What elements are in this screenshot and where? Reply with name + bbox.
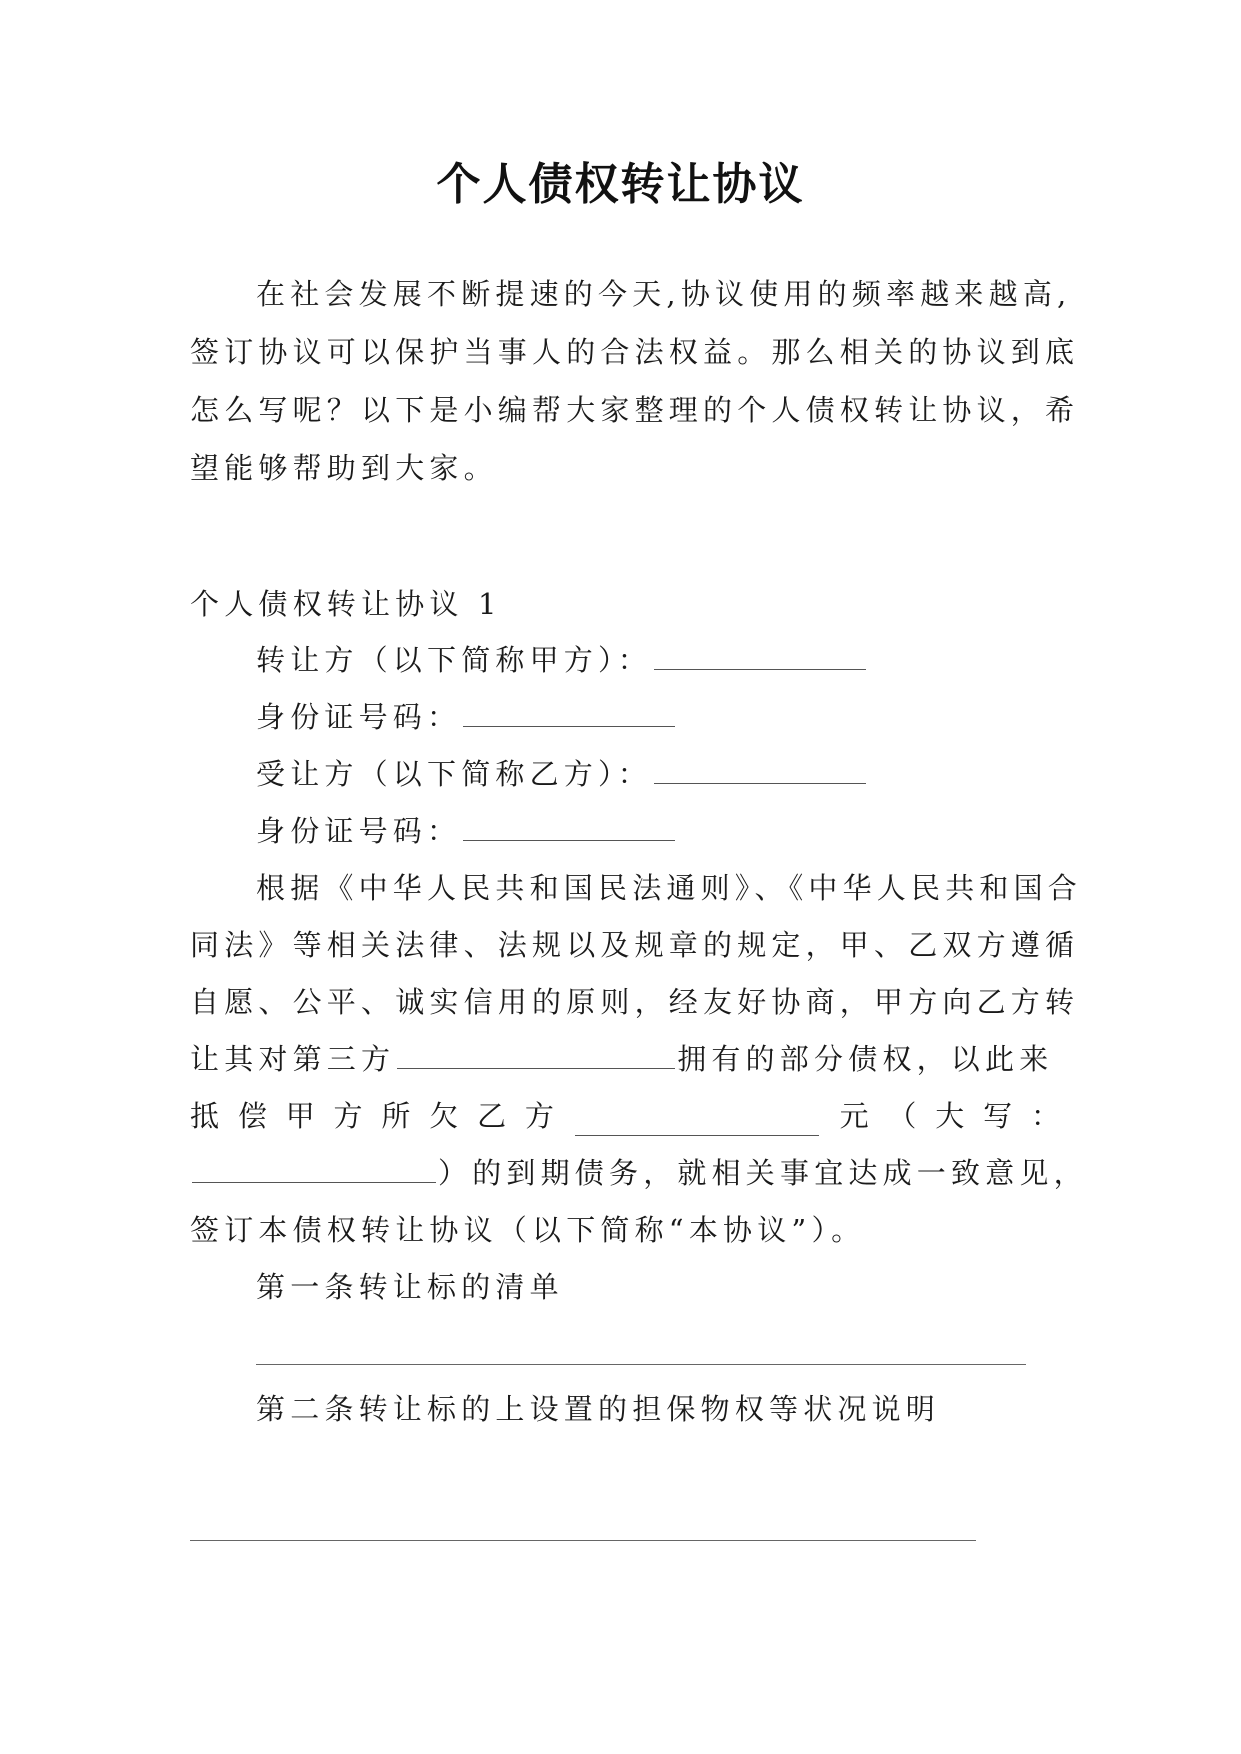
id-row-1 (256, 697, 677, 737)
party-b-row (256, 754, 868, 794)
para-word: 欠 (429, 1099, 459, 1133)
intro-line: 怎么写呢？以下是小编帮大家整理的个人债权转让协议，希 (190, 393, 1080, 427)
intro-line: 签订协议可以保护当事人的合法权益。那么相关的协议到底 (190, 335, 1080, 369)
para-word: 写 (983, 1099, 1013, 1133)
article-1-blank-line (256, 1364, 1026, 1365)
intro-paragraph (190, 265, 1080, 497)
document-title: 个人债权转让协议 (436, 159, 805, 210)
third-party-blank (397, 1042, 675, 1069)
para-word: ： (1030, 1099, 1060, 1133)
article-1-heading: 第一条转让标的清单 (256, 1270, 564, 1304)
party-b-blank (654, 757, 866, 784)
open-paren: （ (887, 1099, 917, 1133)
para-word: 大 (935, 1099, 965, 1133)
para-line-4a: 让其对第三方 (190, 1042, 396, 1076)
para-line-6-text: ）的到期债务，就相关事宜达成一致意见， (438, 1156, 1088, 1190)
para-line-4 (190, 1039, 1053, 1079)
para-line-3: 自愿、公平、诚实信用的原则，经友好协商，甲方向乙方转 (190, 985, 1080, 1019)
party-b-label: 受让方（以下简称乙方）： (256, 757, 652, 791)
id-label-1: 身份证号码： (256, 700, 462, 734)
party-a-row (256, 640, 868, 680)
para-line-4b: 拥有的部分债权，以此来 (677, 1042, 1054, 1076)
para-line-2: 同法》等相关法律、法规以及规章的规定，甲、乙双方遵循 (190, 928, 1080, 962)
article-2-heading: 第二条转让标的上设置的担保物权等状况说明 (256, 1392, 941, 1426)
intro-line: 望能够帮助到大家。 (190, 451, 498, 485)
para-word: 乙 (477, 1099, 507, 1133)
para-word: 方 (524, 1099, 554, 1133)
article-2-blank-line (190, 1540, 976, 1541)
para-line-5 (190, 1096, 1060, 1136)
para-line-1: 根据《中华人民共和国民法通则》、《中华人民共和国合 (256, 871, 1083, 905)
id-blank-1 (463, 700, 675, 727)
party-a-label: 转让方（以下简称甲方）： (256, 643, 652, 677)
id-label-2: 身份证号码： (256, 814, 462, 848)
amount-blank (575, 1109, 819, 1136)
para-line-7: 签订本债权转让协议（以下简称“本协议”）。 (190, 1213, 866, 1247)
id-blank-2 (463, 814, 675, 841)
para-line-6 (190, 1153, 1088, 1193)
id-row-2 (256, 811, 677, 851)
party-a-blank (654, 643, 866, 670)
para-word: 甲 (285, 1099, 315, 1133)
amount-daxie-blank (192, 1156, 436, 1183)
para-word: 抵 (190, 1099, 220, 1133)
section-heading: 个人债权转让协议 1 (190, 587, 502, 621)
intro-line: 在社会发展不断提速的今天,协议使用的频率越来越高, (256, 277, 1072, 311)
para-word: 偿 (237, 1099, 267, 1133)
para-word: 所 (381, 1099, 411, 1133)
yuan-label: 元 (839, 1099, 869, 1133)
para-word: 方 (333, 1099, 363, 1133)
